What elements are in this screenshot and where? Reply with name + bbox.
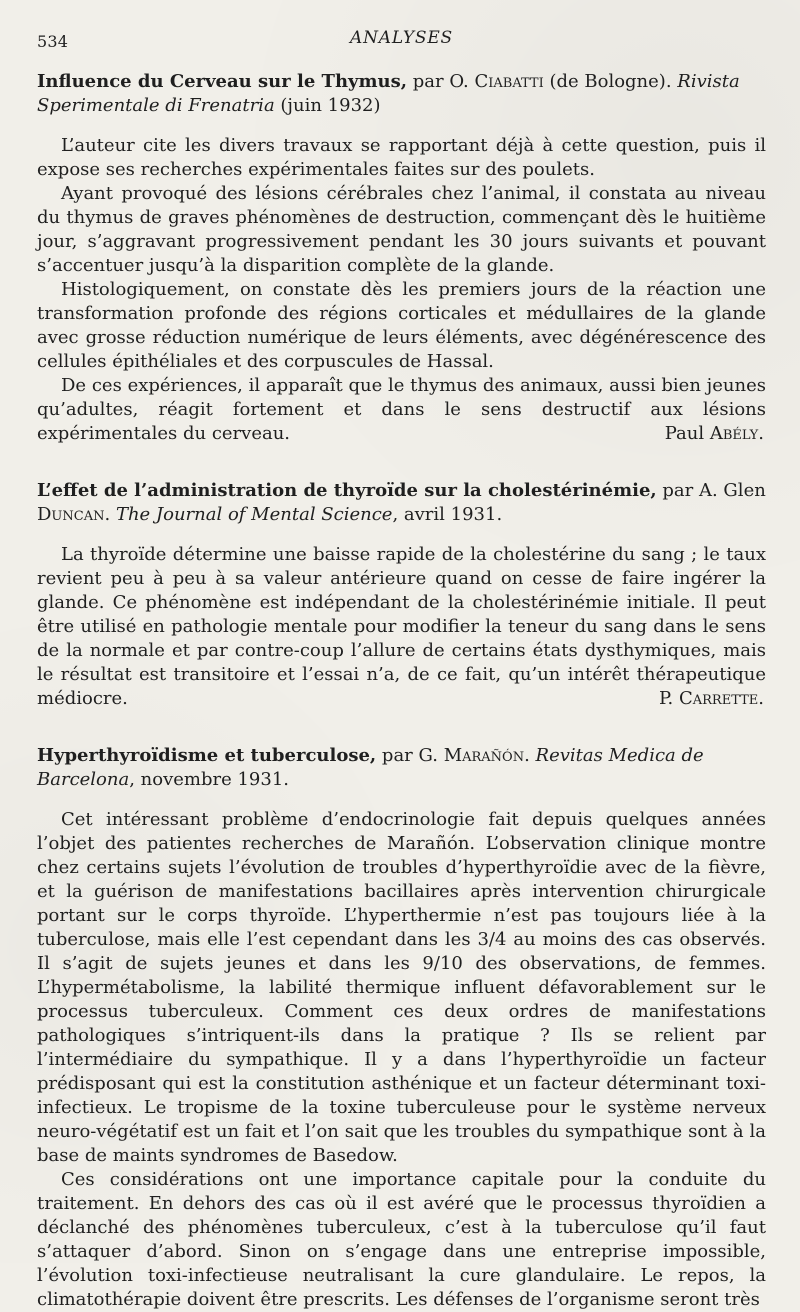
page-number: 534 xyxy=(37,32,69,51)
article-author: Duncan. xyxy=(37,504,111,525)
article-body xyxy=(37,134,766,446)
article-title-main: Influence du Cerveau sur le Thymus, xyxy=(37,71,408,92)
article-title-by: par A. Glen xyxy=(656,480,766,501)
article-title xyxy=(37,70,766,118)
signature xyxy=(37,687,766,711)
article-thymus xyxy=(37,70,766,446)
signature-name: Carrette. xyxy=(678,688,764,709)
article-body xyxy=(37,808,766,1312)
article-date: (juin 1932) xyxy=(274,95,381,116)
article-author: Marañón. xyxy=(443,745,530,766)
article-title xyxy=(37,479,766,527)
article-place: (de Bologne). xyxy=(543,71,678,92)
article-thyroid-cholesterinemia xyxy=(37,479,766,711)
paragraph: L’auteur cite les divers travaux se rapportant déjà à cette question, puis il expose ses recherches expérimentales faites sur des poulets. xyxy=(37,135,766,180)
paragraph: Ces considérations ont une importance capitale pour la conduite du traitement. En dehors des cas où il est avéré que le processus thyroïdien a déclanché des phénomènes tuberculeux, c’est à la tuberculose qu’il faut s’attaquer d’abord. Sinon on s’engage dans une entreprise impossible, l’évolution toxi-infectieuse neutralisant la cure glandulaire. Le repos, la climatothérapie doivent être prescrits. Les défenses de l’organisme seront très xyxy=(37,1169,766,1310)
article-author: Ciabatti xyxy=(474,71,544,92)
article-journal: The Journal of Mental Science xyxy=(115,504,393,525)
article-title-main: Hyperthyroïdisme et tuberculose, xyxy=(37,745,377,766)
article-date: , novembre 1931. xyxy=(129,769,290,790)
paragraph: De ces expériences, il apparaît que le thymus des animaux, aussi bien jeunes qu’adultes, réagit fortement et dans le sens destructif aux lésions expérimentales du cerveau. xyxy=(37,375,766,444)
article-journal: Rivista Sperimentale di Frenatria xyxy=(37,71,740,116)
running-head: ANALYSES xyxy=(350,28,453,48)
article-hyperthyroidism-tuberculosis xyxy=(37,744,766,1312)
paragraph: Histologiquement, on constate dès les premiers jours de la réaction une transformation profonde des régions corticales et médullaires de la glande avec grosse réduction numérique de leurs éléments, avec dégénérescence des cellules épithéliales et des corpuscules de Hassal. xyxy=(37,279,766,372)
article-body xyxy=(37,543,766,711)
article-journal: Revitas Medica de Barcelona xyxy=(37,745,704,790)
paragraph: Ayant provoqué des lésions cérébrales chez l’animal, il constata au niveau du thymus de graves phénomènes de destruction, commençant dès le huitième jour, s’aggravant progressivement pendant les 30 jours suivants et pouvant s’accentuer jusqu’à la disparition complète de la glande. xyxy=(37,183,766,276)
article-title-main: L’effet de l’administration de thyroïde sur la cholestérinémie, xyxy=(37,480,657,501)
paragraph: Cet intéressant problème d’endocrinologie fait depuis quelques années l’objet des patientes recherches de Marañón. L’observation clinique montre chez certains sujets l’évolution de troubles d’hyperthyroïdie avec de la fièvre, et la guérison de manifestations bacillaires après intervention chirurgicale portant sur le corps thyroïde. L’hyperthermie n’est pas toujours liée à la tuberculose, mais elle l’est cependant dans les 3/4 au moins des cas observés. Il s’agit de sujets jeunes et dans les 9/10 des observations, de femmes. L’hypermétabolisme, la labilité thermique influent défavorablement sur le processus tuberculeux. Comment ces deux ordres de manifestations pathologiques s’intriquent-ils dans la pratique ? Ils se relient par l’intermédiaire du sympathique. Il y a dans l’hyperthyroïdie un facteur prédisposant qui est la constitution asthénique et un facteur déterminant toxi-infectieux. Le tropisme de la toxine tuberculeuse pour le système nerveux neuro-végétatif est un fait et l’on sait que les troubles du sympathique sont à la base de maints syndromes de Basedow. xyxy=(37,809,766,1166)
article-title-by: par O. xyxy=(407,71,475,92)
signature-prefix: P. xyxy=(659,688,679,709)
signature-name: Abély. xyxy=(709,423,764,444)
signature-prefix: Paul xyxy=(664,423,710,444)
article-date: , avril 1931. xyxy=(392,504,503,525)
paragraph: La thyroïde détermine une baisse rapide de la cholestérine du sang ; le taux revient peu à peu à sa valeur antérieure quand on cesse de faire ingérer la glande. Ce phénomène est indépendant de la cholestérinémie initiale. Il peut être utilisé en pathologie mentale pour modifier la teneur du sang dans le sens de la normale et par contre-coup l’allure de certains états dysthymiques, mais le résultat est transitoire et l’essai n’a, de ce fait, qu’un intérêt thérapeutique médiocre. xyxy=(37,544,766,709)
article-title xyxy=(37,744,766,792)
article-title-by: par G. xyxy=(376,745,444,766)
page-header xyxy=(37,26,766,54)
